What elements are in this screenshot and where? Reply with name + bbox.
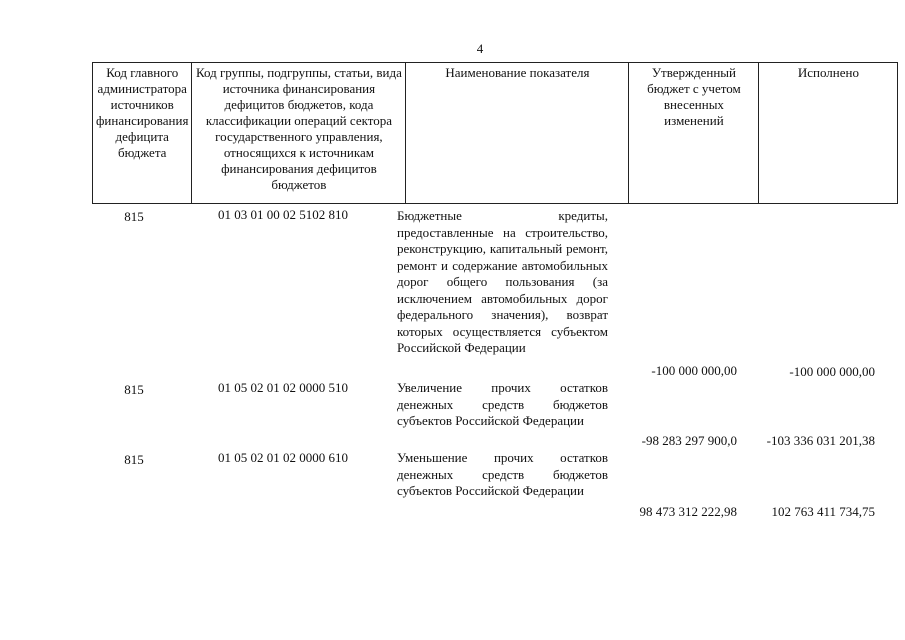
- row-2-executed: -103 336 031 201,38: [766, 433, 875, 448]
- header-approved-budget: Утвержденный бюджет с учетом внесенных изменений: [629, 63, 759, 204]
- row-1-approved: -100 000 000,00: [651, 363, 737, 378]
- row-1-executed: -100 000 000,00: [789, 364, 875, 379]
- row-2-admin-code: 815: [124, 382, 144, 397]
- row-3-approved: 98 473 312 222,98: [639, 504, 737, 519]
- header-group-code: Код группы, подгруппы, статьи, вида источника финансирования дефицитов бюджетов, кода классификации операций сектора государственного управления, относящихся к источникам финансирования дефицитов бюджетов: [192, 63, 406, 204]
- row-1-admin-code: 815: [124, 209, 144, 224]
- row-3-group-code: 01 05 02 01 02 0000 610: [218, 450, 348, 465]
- row-1-group-code: 01 03 01 00 02 5102 810: [218, 207, 348, 222]
- header-executed: Исполнено: [759, 63, 898, 204]
- row-2-name: Увеличение прочих остатков денежных средств бюджетов субъектов Российской Федерации: [397, 380, 608, 428]
- page-number: 4: [476, 41, 484, 56]
- table-header: [92, 62, 898, 204]
- row-3-executed: 102 763 411 734,75: [771, 504, 875, 519]
- row-3-name: Уменьшение прочих остатков денежных средств бюджетов субъектов Российской Федерации: [397, 450, 608, 498]
- row-2-approved: -98 283 297 900,0: [641, 433, 737, 448]
- row-3-admin-code: 815: [124, 452, 144, 467]
- row-1-name: Бюджетные кредиты, предоставленные на строительство, реконструкцию, капитальный ремонт, ремонт и содержание автомобильных дорог общего пользования (за исключением автомобильных дорог федерального значения), возврат которых осуществляется субъектом Российской Федерации: [397, 208, 608, 355]
- row-2-group-code: 01 05 02 01 02 0000 510: [218, 380, 348, 395]
- header-indicator-name: Наименование показателя: [406, 63, 629, 204]
- header-admin-code: Код главного администратора источников финансирования дефицита бюджета: [93, 63, 192, 204]
